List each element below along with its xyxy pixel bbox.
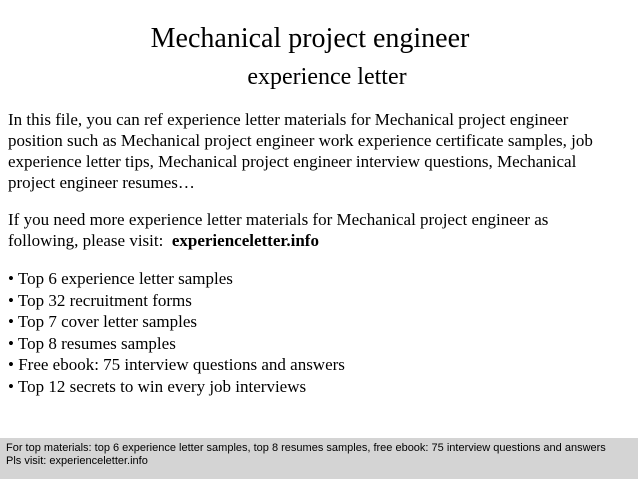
materials-list bbox=[8, 268, 345, 398]
list-item: • Top 6 experience letter samples bbox=[8, 269, 233, 288]
footer-visit: Pls visit: experienceletter.info bbox=[6, 455, 148, 467]
list-item: • Top 32 recruitment forms bbox=[8, 290, 192, 310]
more-paragraph bbox=[8, 209, 634, 251]
intro-line: position such as Mechanical project engineer work experience certificate samples, job bbox=[8, 131, 593, 150]
footer-bar bbox=[0, 438, 638, 479]
intro-line: In this file, you can ref experience letter materials for Mechanical project engineer bbox=[8, 110, 569, 129]
more-line-2 bbox=[8, 230, 634, 251]
intro-paragraph bbox=[8, 109, 634, 193]
list-item: • Top 7 cover letter samples bbox=[8, 312, 198, 332]
visit-text: following, please visit: bbox=[8, 231, 164, 250]
intro-line: experience letter tips, Mechanical project engineer interview questions, Mechanical bbox=[8, 152, 577, 171]
more-line: If you need more experience letter materials for Mechanical project engineer as bbox=[8, 210, 549, 229]
page-title: Mechanical project engineer bbox=[150, 23, 470, 54]
list-item: • Free ebook: 75 interview questions and answers bbox=[8, 355, 345, 375]
list-item: • Top 8 resumes samples bbox=[8, 333, 176, 353]
list-item: • Top 12 secrets to win every job interviews bbox=[8, 376, 307, 396]
intro-line: project engineer resumes… bbox=[8, 173, 195, 192]
site-link[interactable]: experienceletter.info bbox=[171, 231, 319, 250]
page-subtitle: experience letter bbox=[247, 64, 407, 90]
footer-line: For top materials: top 6 experience letter samples, top 8 resumes samples, free ebook: 75 interview questions and answers bbox=[6, 442, 606, 454]
